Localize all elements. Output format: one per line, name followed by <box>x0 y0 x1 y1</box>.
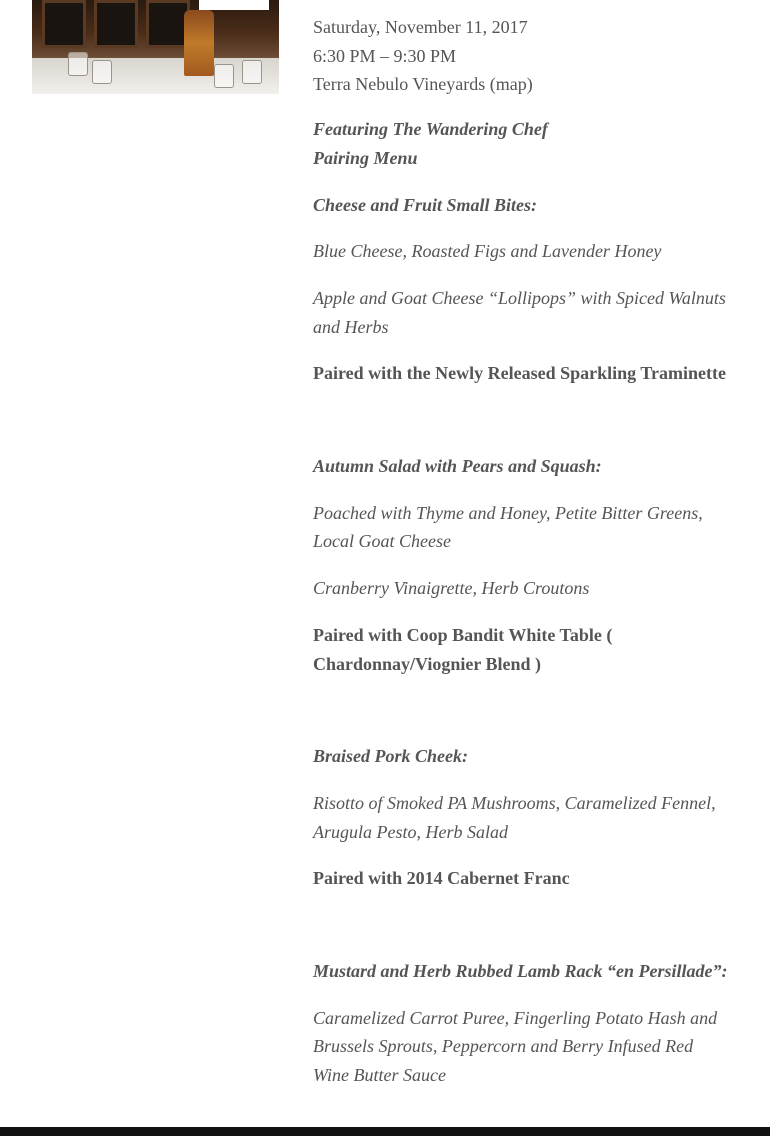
course-cheese <box>313 191 733 389</box>
event-time: 6:30 PM – 9:30 PM <box>313 45 457 66</box>
course-pork <box>313 742 733 893</box>
course-salad <box>313 452 733 678</box>
wine-pairing: Paired with 2014 Cabernet Franc <box>313 868 570 889</box>
footer-bar <box>0 1127 770 1136</box>
course-title: Cheese and Fruit Small Bites: <box>313 194 538 215</box>
course-detail: Blue Cheese, Roasted Figs and Lavender Honey <box>313 241 662 262</box>
map-link[interactable]: (map) <box>489 74 533 95</box>
photo-window <box>42 0 86 48</box>
event-content <box>313 13 733 1090</box>
photo-glass <box>68 52 88 76</box>
course-lamb <box>313 957 733 1090</box>
course-detail: Risotto of Smoked PA Mushrooms, Caramelized Fennel, Arugula Pesto, Herb Salad <box>313 792 716 842</box>
venue-name: Terra Nebulo Vineyards <box>313 74 486 95</box>
featuring-heading: Featuring The Wandering Chef Pairing Menu <box>313 119 548 168</box>
photo-window <box>94 0 138 48</box>
course-title: Braised Pork Cheek: <box>313 746 468 767</box>
photo-centerpiece <box>184 10 214 76</box>
event-date: Saturday, November 11, 2017 <box>313 17 528 37</box>
event-photo <box>32 0 279 94</box>
course-detail: Cranberry Vinaigrette, Herb Croutons <box>313 578 590 599</box>
course-title: Mustard and Herb Rubbed Lamb Rack “en Persillade”: <box>313 961 728 982</box>
event-location <box>313 70 733 99</box>
photo-glass <box>242 60 262 84</box>
course-detail: Poached with Thyme and Honey, Petite Bitter Greens, Local Goat Cheese <box>313 502 703 552</box>
menu-heading: Pairing Menu <box>313 147 418 168</box>
wine-pairing: Paired with the Newly Released Sparkling Traminette <box>313 363 726 384</box>
wine-pairing: Paired with Coop Bandit White Table ( Chardonnay/Viognier Blend ) <box>313 624 613 674</box>
course-detail: Caramelized Carrot Puree, Fingerling Potato Hash and Brussels Sprouts, Peppercorn and Berry Infused Red Wine Butter Sauce <box>313 1007 718 1086</box>
photo-glass <box>214 64 234 88</box>
photo-card <box>199 0 269 10</box>
course-detail: Apple and Goat Cheese “Lollipops” with Spiced Walnuts and Herbs <box>313 287 726 337</box>
photo-glass <box>92 60 112 84</box>
course-title: Autumn Salad with Pears and Squash: <box>313 456 602 477</box>
